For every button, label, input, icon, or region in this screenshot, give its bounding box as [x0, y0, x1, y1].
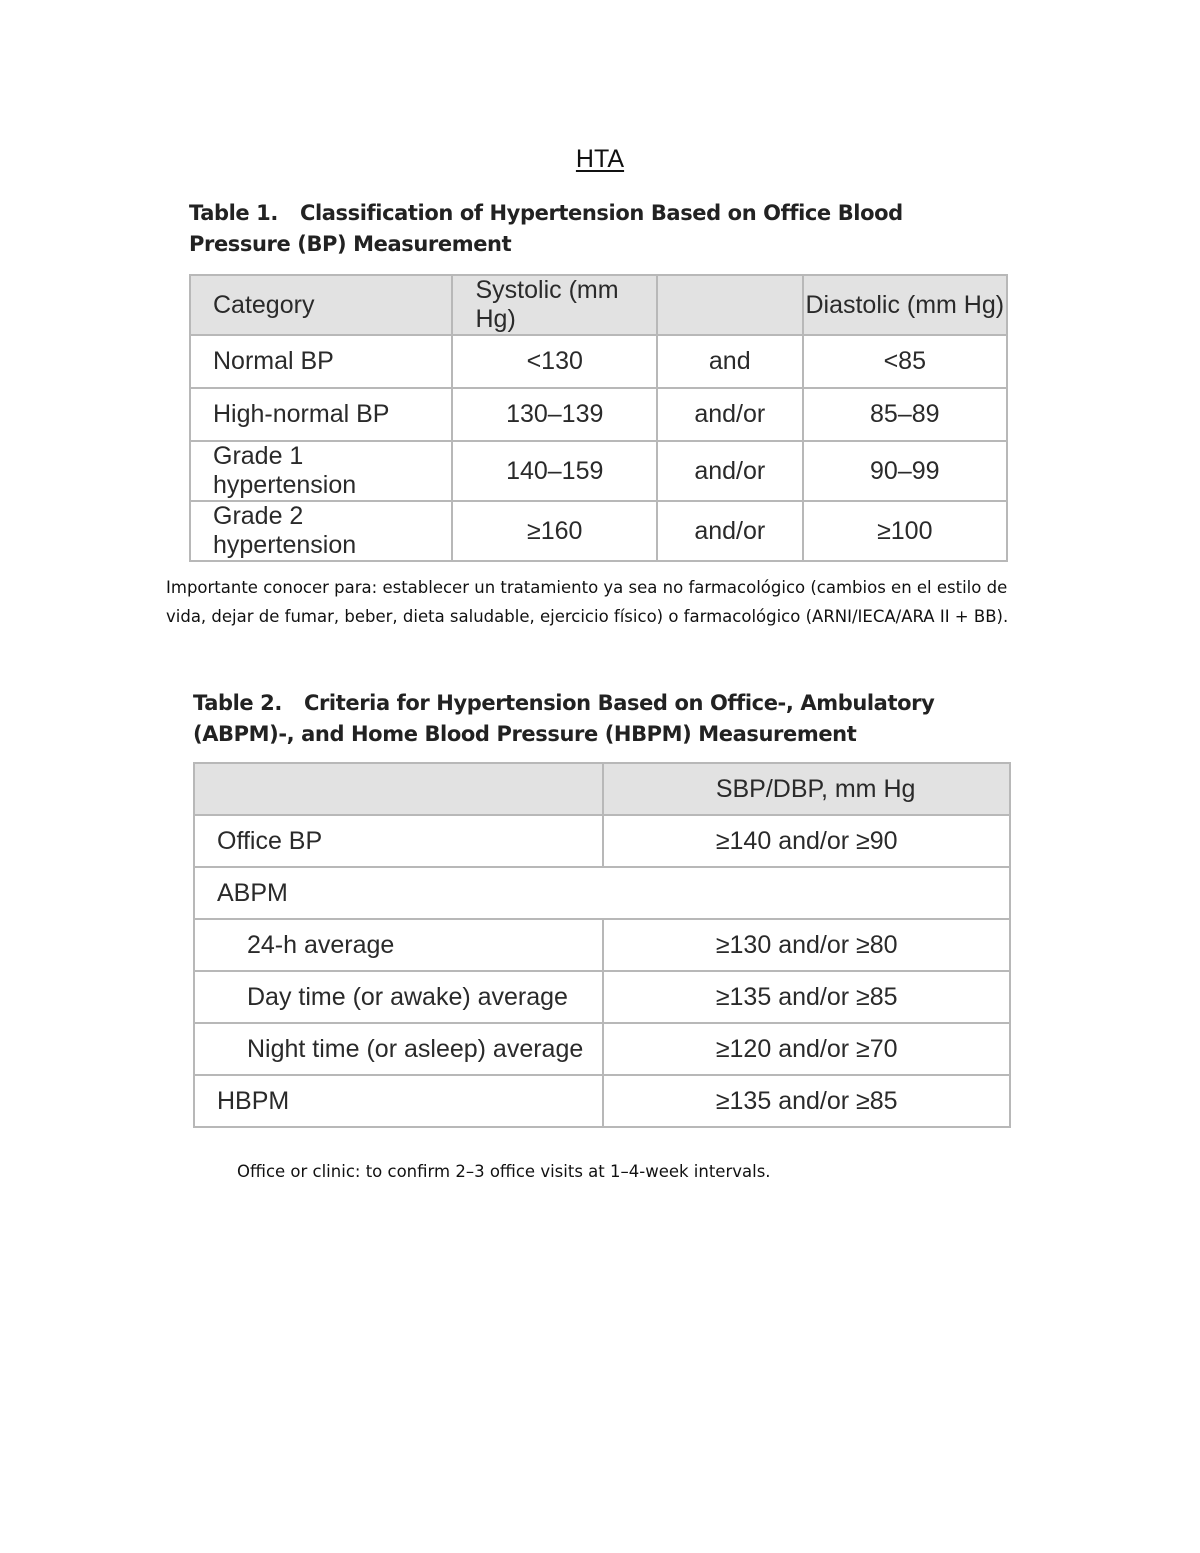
- table1-caption: [189, 198, 1009, 260]
- header-diastolic: Diastolic (mm Hg): [803, 275, 1007, 335]
- treatment-note: Importante conocer para: establecer un tratamiento ya sea no farmacológico (cambios en el estilo de vida, dejar de fumar, beber, dieta saludable, ejercicio físico) o farmacológico (ARNI/IECA/ARA II + BB).: [166, 578, 1009, 626]
- measurement-group-cell: ABPM: [194, 867, 1010, 919]
- threshold-cell: ≥135 and/or ≥85: [603, 1075, 1010, 1127]
- category-cell: Normal BP: [190, 335, 452, 388]
- measurement-cell: HBPM: [194, 1075, 603, 1127]
- measurement-cell: Night time (or asleep) average: [194, 1023, 603, 1075]
- threshold-cell: ≥120 and/or ≥70: [603, 1023, 1010, 1075]
- category-cell: Grade 2 hypertension: [190, 501, 452, 561]
- connector-cell: and: [657, 335, 803, 388]
- table2-caption: [193, 688, 1013, 750]
- table-row: [190, 441, 1007, 501]
- diastolic-cell: 85–89: [803, 388, 1007, 441]
- threshold-cell: ≥135 and/or ≥85: [603, 971, 1010, 1023]
- threshold-cell: ≥130 and/or ≥80: [603, 919, 1010, 971]
- table1-caption-number: Table 1.: [189, 201, 278, 225]
- header-measurement: [194, 763, 603, 815]
- header-systolic: Systolic (mm Hg): [452, 275, 656, 335]
- table-header-row: [194, 763, 1010, 815]
- office-visit-note: Office or clinic: to confirm 2–3 office visits at 1–4-week intervals.: [237, 1162, 771, 1181]
- table-row: [190, 388, 1007, 441]
- page-title: HTA: [575, 145, 625, 173]
- connector-cell: and/or: [657, 388, 803, 441]
- category-cell: Grade 1 hypertension: [190, 441, 452, 501]
- diastolic-cell: 90–99: [803, 441, 1007, 501]
- table-row: [194, 1023, 1010, 1075]
- table2-caption-text: Criteria for Hypertension Based on Office-, Ambulatory (ABPM)-, and Home Blood Pressure (HBPM) Measurement: [193, 691, 935, 746]
- diastolic-cell: ≥100: [803, 501, 1007, 561]
- table-row: [194, 971, 1010, 1023]
- table-row: [190, 501, 1007, 561]
- header-connector: [657, 275, 803, 335]
- header-category: Category: [190, 275, 452, 335]
- table-row: [190, 335, 1007, 388]
- table-row: [194, 1075, 1010, 1127]
- systolic-cell: ≥160: [452, 501, 656, 561]
- table-row: [194, 867, 1010, 919]
- table-header-row: [190, 275, 1007, 335]
- measurement-cell: Office BP: [194, 815, 603, 867]
- systolic-cell: 130–139: [452, 388, 656, 441]
- hypertension-criteria-table: [193, 762, 1011, 1128]
- table2-caption-number: Table 2.: [193, 691, 282, 715]
- table-row: [194, 919, 1010, 971]
- systolic-cell: <130: [452, 335, 656, 388]
- diastolic-cell: <85: [803, 335, 1007, 388]
- table1-caption-text: Classification of Hypertension Based on Office Blood Pressure (BP) Measurement: [189, 201, 903, 256]
- measurement-cell: 24-h average: [194, 919, 603, 971]
- bp-classification-table: [189, 274, 1008, 562]
- measurement-cell: Day time (or awake) average: [194, 971, 603, 1023]
- connector-cell: and/or: [657, 441, 803, 501]
- table-row: [194, 815, 1010, 867]
- systolic-cell: 140–159: [452, 441, 656, 501]
- header-sbp-dbp: SBP/DBP, mm Hg: [603, 763, 1010, 815]
- connector-cell: and/or: [657, 501, 803, 561]
- category-cell: High-normal BP: [190, 388, 452, 441]
- threshold-cell: ≥140 and/or ≥90: [603, 815, 1010, 867]
